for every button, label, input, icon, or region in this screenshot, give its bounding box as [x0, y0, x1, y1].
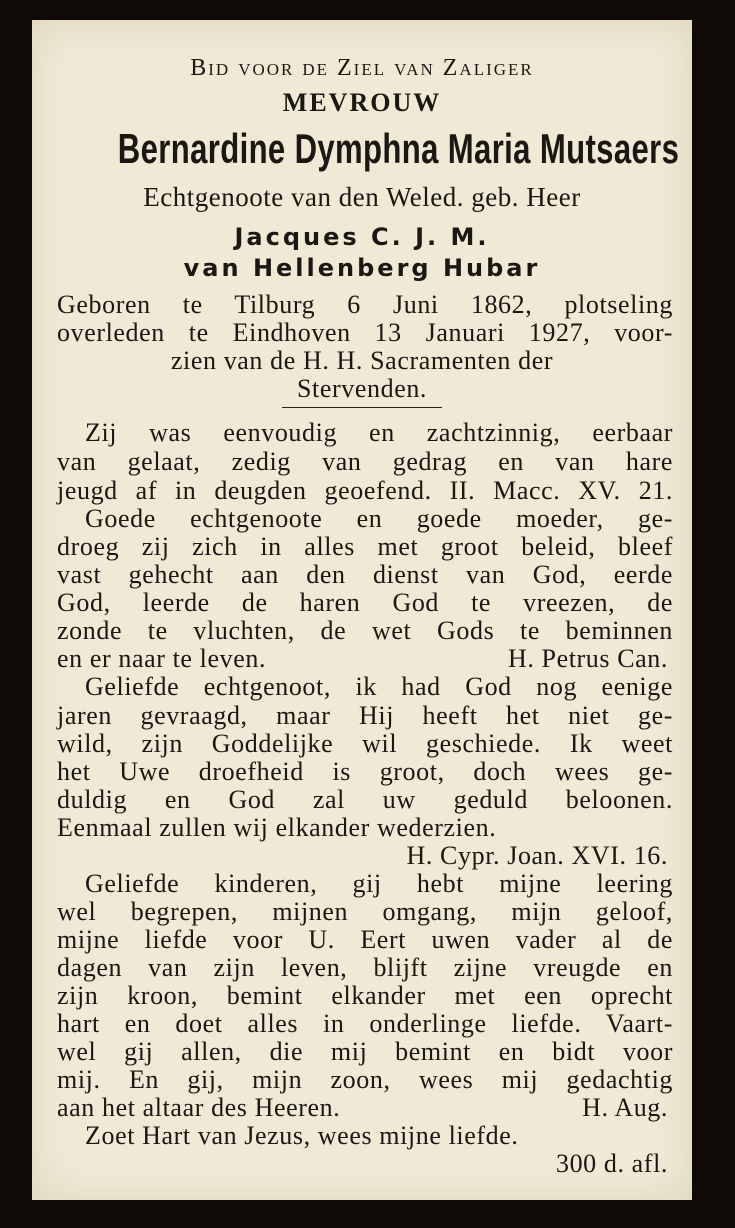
bio-line: Geboren te Tilburg 6 Juni 1862, plotseling	[57, 290, 673, 319]
husband-name-line-2: van Hellenberg Hubar	[183, 254, 541, 282]
citation: H. Petrus Can.	[507, 644, 668, 673]
text-line: van gelaat, zedig van gedrag en van hare	[57, 447, 673, 476]
text-line: droeg zij zich in alles met groot beleid, bleef	[57, 532, 673, 561]
divider-rule	[282, 407, 442, 408]
text-line: het Uwe droefheid is groot, doch wees ge-	[57, 757, 673, 786]
text-line: Zij was eenvoudig en zachtzinnig, eerbaar	[85, 418, 673, 447]
text-line: hart en doet alles in onderlinge liefde. Vaart-	[57, 1009, 673, 1038]
citation: H. Cypr. Joan. XVI. 16.	[406, 841, 668, 870]
text-line: duldig en God zal uw geduld beloonen.	[57, 785, 673, 814]
husband-name-line-1: Jacques C. J. M.	[234, 223, 490, 251]
citation: H. Aug.	[582, 1093, 668, 1122]
bio-line: Stervenden.	[296, 374, 428, 403]
text-line: wel begrepen, mijnen omgang, mijn geloof,	[57, 897, 673, 926]
text-line: vast gehecht aan den dienst van God, eerde	[57, 560, 673, 589]
text-line: zonde te vluchten, de wet Gods te beminnen	[57, 616, 673, 645]
spouse-intro: Echtgenoote van den Weled. geb. Heer	[143, 182, 581, 212]
text-line: aan het altaar des Heeren.	[57, 1093, 341, 1122]
text-line: wel gij allen, die mij bemint en bidt voor	[57, 1037, 673, 1066]
text-line: Geliefde echtgenoot, ik had God nog eenige	[85, 672, 673, 701]
text-line: en er naar te leven.	[57, 644, 267, 673]
text-line: wild, zijn Goddelijke wil geschiede. Ik weet	[57, 729, 673, 758]
text-line: Zoet Hart van Jezus, wees mijne liefde.	[85, 1121, 519, 1150]
indulgence-note: 300 d. afl.	[555, 1149, 668, 1178]
text-line: Goede echtgenoote en goede moeder, ge-	[85, 504, 673, 533]
text-line: jeugd af in deugden geoefend. II. Macc. XV. 21.	[57, 476, 673, 505]
header-prayer: Bid voor de Ziel van Zaliger	[190, 55, 534, 81]
title-mevrouw: MEVROUW	[282, 88, 442, 117]
deceased-name: Bernardine Dymphna Maria Mutsaers	[117, 125, 680, 172]
text-line: mijne liefde voor U. Eert uwen vader al de	[57, 925, 673, 954]
text-line: God, leerde de haren God te vreezen, de	[57, 588, 673, 617]
memorial-card	[32, 20, 692, 1200]
text-line: mij. En gij, mijn zoon, wees mij gedachtig	[57, 1065, 673, 1094]
text-line: zijn kroon, bemint elkander met een oprecht	[57, 981, 673, 1010]
text-line: Eenmaal zullen wij elkander wederzien.	[57, 813, 497, 842]
text-line: Geliefde kinderen, gij hebt mijne leering	[85, 869, 673, 898]
text-line: dagen van zijn leven, blijft zijne vreugde en	[57, 953, 673, 982]
text-line: jaren gevraagd, maar Hij heeft het niet ge-	[57, 701, 673, 730]
bio-line: zien van de H. H. Sacramenten der	[170, 346, 554, 375]
bio-line: overleden te Eindhoven 13 Januari 1927, voor-	[57, 318, 673, 347]
